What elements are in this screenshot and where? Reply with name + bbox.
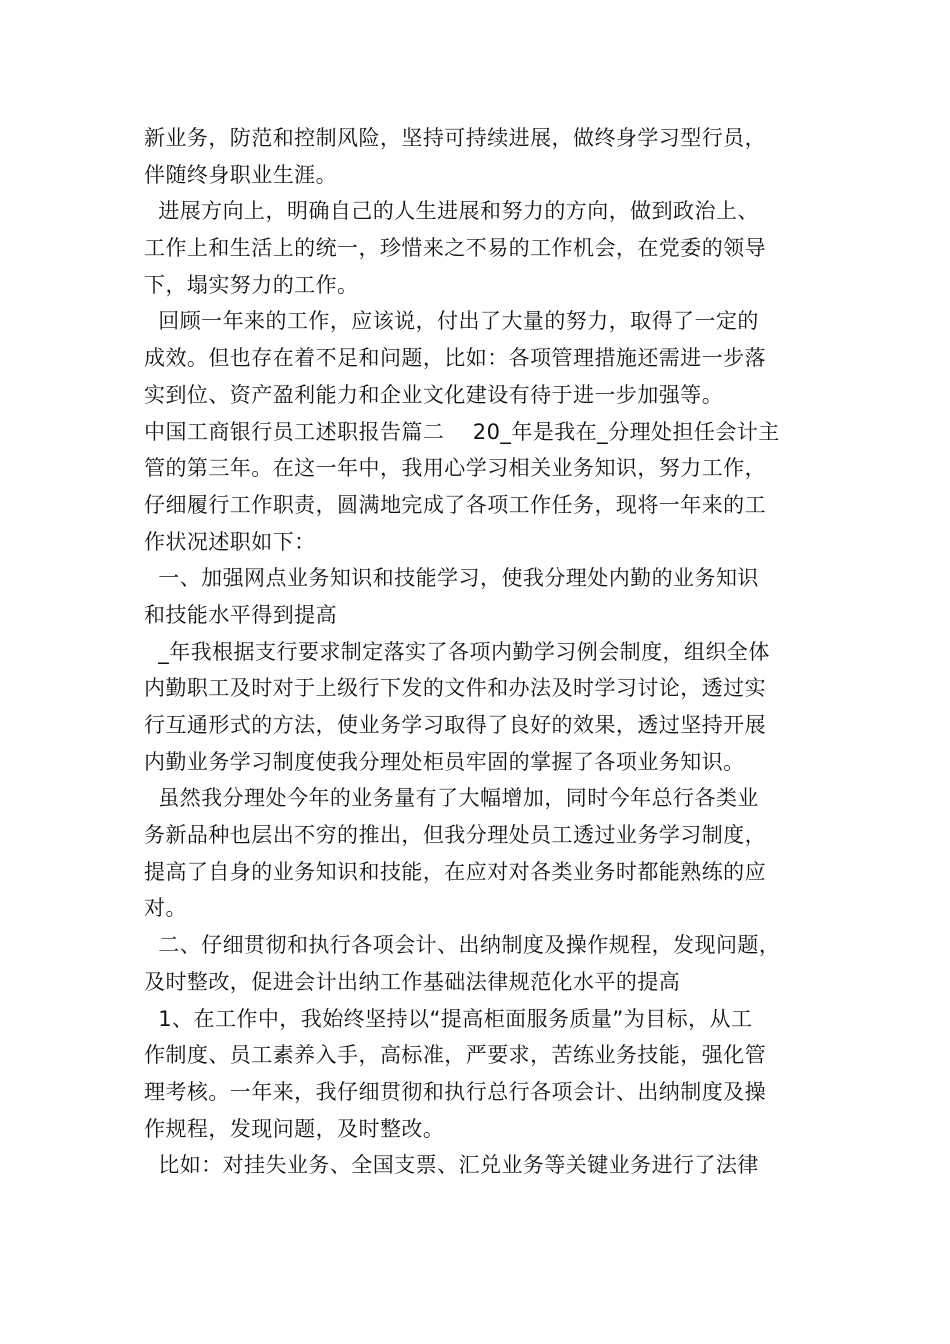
text-line: 1、在工作中，我始终坚持以“提高柜面服务质量”为目标，从工 [144,1006,753,1031]
text-line: 中国工商银行员工述职报告篇二 20_年是我在_分理处担任会计主 [144,419,780,444]
text-line: 进展方向上，明确自己的人生进展和努力的方向，做到政治上、 [144,199,759,224]
text-line: 务新品种也层出不穷的推出，但我分理处员工透过业务学习制度， [144,823,767,848]
text-line: 提高了自身的业务知识和技能，在应对对各类业务时都能熟练的应 [144,859,767,884]
text-line: 及时整改，促进会计出纳工作基础法律规范化水平的提高 [144,969,681,994]
text-line: 虽然我分理处今年的业务量有了大幅增加，同时今年总行各类业 [144,786,759,811]
text-line: 内勤业务学习制度使我分理处柜员牢固的掌握了各项业务知识。 [144,749,745,774]
text-line: 一、加强网点业务知识和技能学习，使我分理处内勤的业务知识 [144,566,759,591]
text-line: 比如：对挂失业务、全国支票、汇兑业务等关键业务进行了法律 [144,1153,759,1178]
text-line: 行互通形式的方法，使业务学习取得了良好的效果，透过坚持开展 [144,713,767,737]
text-line: 二、仔细贯彻和执行各项会计、出纳制度及操作规程，发现问题， [144,933,781,958]
text-line: 下，塌实努力的工作。 [144,272,359,297]
text-line: 回顾一年来的工作，应该说，付出了大量的努力，取得了一定的 [144,309,759,334]
text-line: 和技能水平得到提高 [144,602,338,627]
text-line: 实到位、资产盈利能力和企业文化建设有待于进一步加强等。 [144,382,724,407]
text-line: _年我根据支行要求制定落实了各项内勤学习例会制度，组织全体 [144,639,770,664]
text-line: 伴随终身职业生涯。 [144,162,338,187]
text-line: 内勤职工及时对于上级行下发的文件和办法及时学习讨论，透过实 [144,676,767,701]
text-line: 成效。但也存在着不足和问题，比如：各项管理措施还需进一步落 [144,346,767,371]
text-line: 管的第三年。在这一年中，我用心学习相关业务知识，努力工作， [144,456,767,481]
text-line: 作状况述职如下： [144,529,316,554]
text-line: 对。 [144,896,187,921]
text-line: 仔细履行工作职责，圆满地完成了各项工作任务，现将一年来的工 [144,492,767,517]
text-line: 作制度、员工素养入手，高标准，严要求，苦练业务技能，强化管 [144,1043,767,1068]
text-line: 作规程，发现问题，及时整改。 [144,1116,445,1141]
text-line: 工作上和生活上的统一，珍惜来之不易的工作机会，在党委的领导 [144,236,767,261]
text-line: 新业务，防范和控制风险，坚持可持续进展，做终身学习型行员， [144,126,767,150]
text-line: 理考核。一年来，我仔细贯彻和执行总行各项会计、出纳制度及操 [144,1079,767,1104]
body-text [144,120,809,1184]
